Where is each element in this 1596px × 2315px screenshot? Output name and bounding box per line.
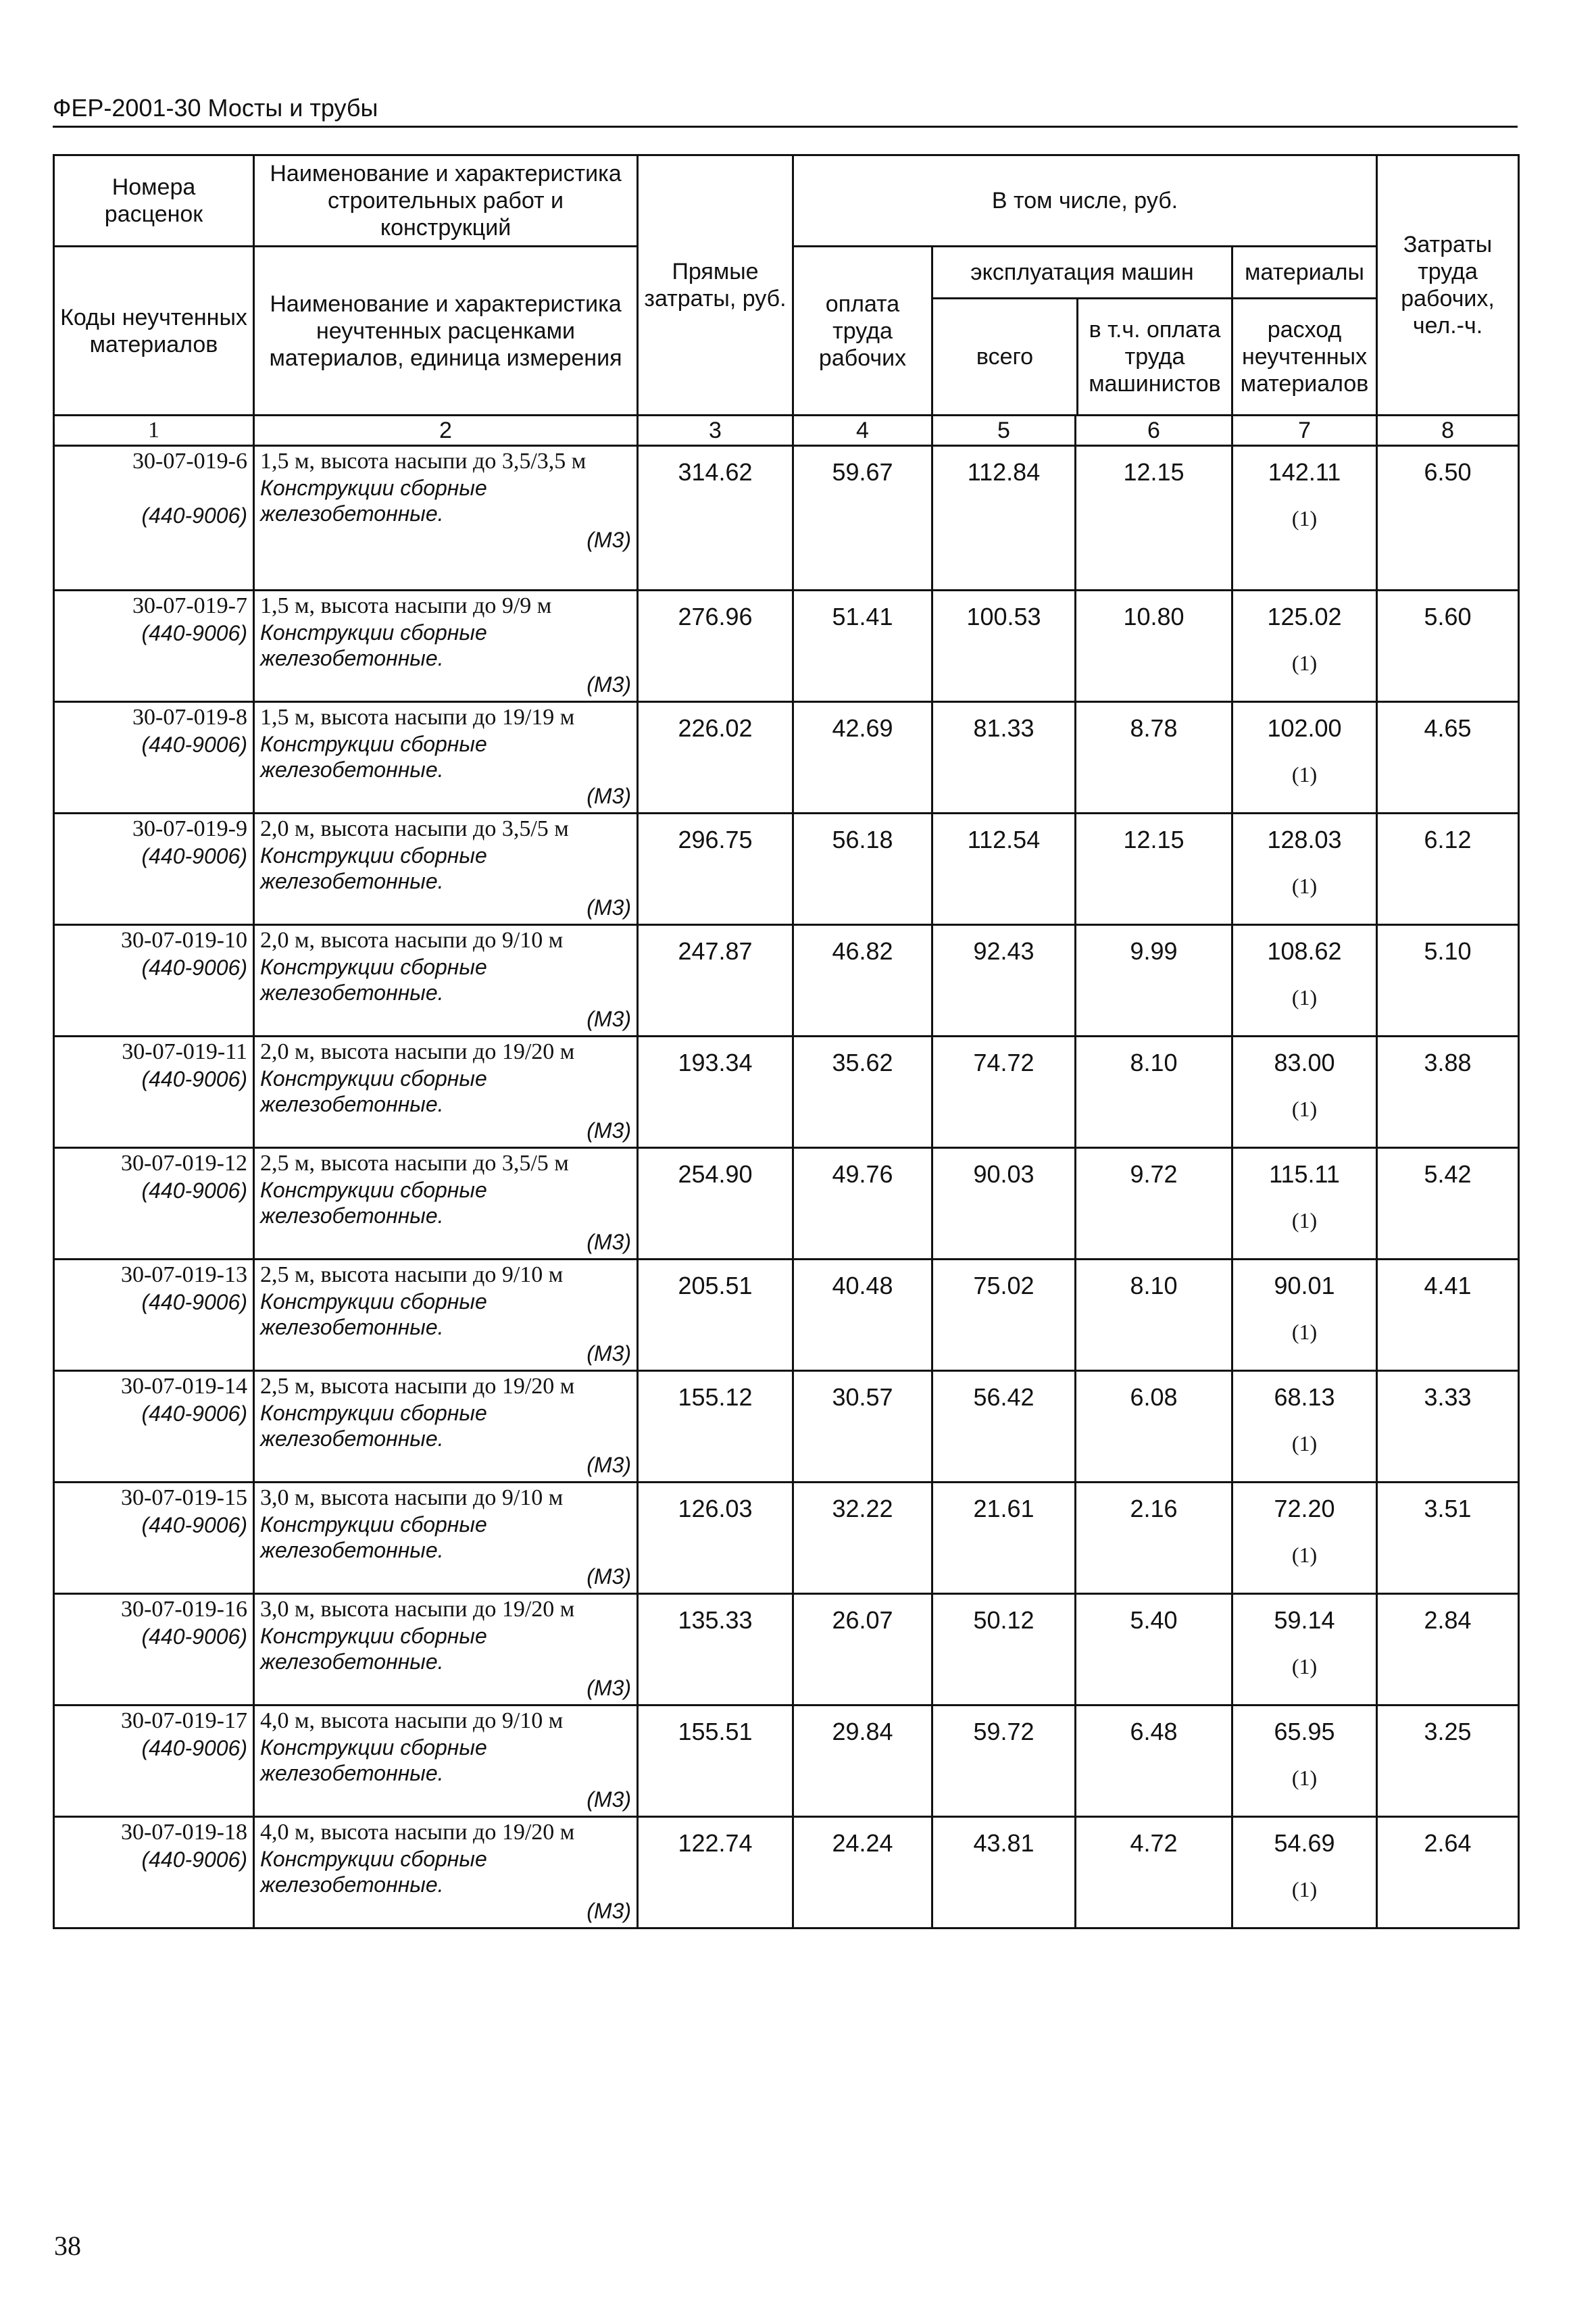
materials-cell: [1232, 1148, 1377, 1260]
material-unit: (М3): [587, 895, 631, 920]
labor-pay: 49.76: [793, 1148, 932, 1260]
description-cell: [254, 1817, 638, 1928]
direct-costs: 135.33: [638, 1594, 793, 1706]
labor-hours: 4.65: [1377, 702, 1519, 814]
table-row: [54, 1371, 1519, 1483]
header-material-codes: Коды неучтенных материалов: [54, 247, 254, 416]
materials-cost: 54.69: [1274, 1829, 1335, 1857]
materials-cost: 90.01: [1274, 1272, 1335, 1299]
header-machines-sub: [933, 299, 1231, 414]
materials-cell: [1232, 1706, 1377, 1817]
labor-hours: 5.60: [1377, 591, 1519, 702]
materials-cell: [1232, 1594, 1377, 1706]
material-unit: (М3): [587, 1341, 631, 1366]
material-unit: (М3): [587, 1007, 631, 1031]
col-number-1: 1: [54, 416, 254, 446]
materials-cell: [1232, 446, 1377, 591]
material-code: (440-9006): [141, 503, 247, 528]
rate-code: 30-07-019-17: [121, 1708, 247, 1733]
work-name: 3,0 м, высота насыпи до 19/20 м: [260, 1597, 575, 1622]
machinist-pay: 8.10: [1076, 1260, 1232, 1371]
labor-hours: 6.12: [1377, 814, 1519, 925]
material-unit: (М3): [587, 1230, 631, 1254]
header-machines-total: всего: [933, 299, 1078, 414]
table-row: [54, 814, 1519, 925]
materials-cell: [1232, 1260, 1377, 1371]
direct-costs: 276.96: [638, 591, 793, 702]
table-row: [54, 702, 1519, 814]
direct-costs: 126.03: [638, 1483, 793, 1594]
description-cell: [254, 1371, 638, 1483]
materials-cell: [1232, 925, 1377, 1037]
material-unit: (М3): [587, 784, 631, 808]
work-name: 1,5 м, высота насыпи до 3,5/3,5 м: [260, 449, 587, 474]
material-unit: (М3): [587, 1118, 631, 1143]
labor-hours: 3.25: [1377, 1706, 1519, 1817]
labor-hours: 2.84: [1377, 1594, 1519, 1706]
labor-pay: 51.41: [793, 591, 932, 702]
description-cell: [254, 446, 638, 591]
materials-cost: 128.03: [1267, 826, 1342, 853]
material-name: Конструкции сборные железобетонные.: [260, 1401, 487, 1451]
materials-cell: [1232, 1037, 1377, 1148]
direct-costs: 296.75: [638, 814, 793, 925]
direct-costs: 155.12: [638, 1371, 793, 1483]
rate-code: 30-07-019-13: [121, 1262, 247, 1287]
material-code: (440-9006): [141, 955, 247, 980]
material-unit: (М3): [587, 672, 631, 697]
rate-code: 30-07-019-12: [121, 1151, 247, 1176]
direct-costs: 193.34: [638, 1037, 793, 1148]
rate-code: 30-07-019-7: [132, 593, 247, 618]
labor-pay: 30.57: [793, 1371, 932, 1483]
machines-total: 59.72: [932, 1706, 1076, 1817]
machines-total: 75.02: [932, 1260, 1076, 1371]
work-name: 2,5 м, высота насыпи до 3,5/5 м: [260, 1151, 569, 1176]
machines-total: 100.53: [932, 591, 1076, 702]
rate-code: 30-07-019-14: [121, 1374, 247, 1399]
machinist-pay: 2.16: [1076, 1483, 1232, 1594]
description-cell: [254, 925, 638, 1037]
machines-total: 21.61: [932, 1483, 1076, 1594]
labor-pay: 29.84: [793, 1706, 932, 1817]
materials-cell: [1232, 1817, 1377, 1928]
material-consumption: (1): [1291, 985, 1318, 1010]
materials-cost: 115.11: [1269, 1160, 1340, 1188]
material-consumption: (1): [1291, 1097, 1318, 1121]
machinist-pay: 6.08: [1076, 1371, 1232, 1483]
direct-costs: 254.90: [638, 1148, 793, 1260]
table-row: [54, 446, 1519, 591]
machinist-pay: 4.72: [1076, 1817, 1232, 1928]
labor-pay: 40.48: [793, 1260, 932, 1371]
direct-costs: 122.74: [638, 1817, 793, 1928]
table-row: [54, 1483, 1519, 1594]
material-name: Конструкции сборные железобетонные.: [260, 1289, 487, 1339]
header-rate-numbers: Номера расценок: [54, 155, 254, 247]
labor-hours: 3.51: [1377, 1483, 1519, 1594]
rate-code: 30-07-019-8: [132, 705, 247, 730]
description-cell: [254, 814, 638, 925]
description-cell: [254, 1037, 638, 1148]
material-code: (440-9006): [141, 1067, 247, 1091]
material-consumption: (1): [1291, 1654, 1318, 1678]
material-consumption: (1): [1291, 651, 1318, 675]
rate-code-cell: [54, 1148, 254, 1260]
machinist-pay: 12.15: [1076, 446, 1232, 591]
machines-total: 56.42: [932, 1371, 1076, 1483]
col-number-7: 7: [1232, 416, 1377, 446]
rate-code-cell: [54, 702, 254, 814]
machines-total: 112.54: [932, 814, 1076, 925]
header-direct-costs: Прямые затраты, руб.: [638, 155, 793, 416]
material-consumption: (1): [1291, 1208, 1318, 1233]
rate-code: 30-07-019-6: [132, 449, 247, 474]
machines-total: 90.03: [932, 1148, 1076, 1260]
header-materials-consumption: расход неучтенных материалов: [1240, 317, 1369, 397]
rate-code: 30-07-019-10: [121, 928, 247, 953]
materials-cost: 65.95: [1274, 1718, 1335, 1745]
rate-code-cell: [54, 1037, 254, 1148]
description-cell: [254, 1706, 638, 1817]
header-labor-pay: оплата труда рабочих: [793, 247, 932, 416]
labor-pay: 32.22: [793, 1483, 932, 1594]
material-consumption: (1): [1291, 1431, 1318, 1455]
material-name: Конструкции сборные железобетонные.: [260, 620, 487, 670]
col-number-6: 6: [1076, 416, 1232, 446]
material-code: (440-9006): [141, 1513, 247, 1537]
rate-code-cell: [54, 814, 254, 925]
materials-cost: 102.00: [1267, 714, 1342, 742]
labor-pay: 56.18: [793, 814, 932, 925]
header-materials-group: [1232, 247, 1377, 416]
materials-cell: [1232, 1371, 1377, 1483]
header-materials: материалы: [1233, 247, 1376, 299]
rate-code: 30-07-019-11: [122, 1039, 247, 1064]
materials-cell: [1232, 591, 1377, 702]
machines-total: 50.12: [932, 1594, 1076, 1706]
table-row: [54, 1260, 1519, 1371]
description-cell: [254, 1148, 638, 1260]
materials-cost: 59.14: [1274, 1606, 1335, 1634]
col-number-8: 8: [1377, 416, 1519, 446]
header-machines: эксплуатация машин: [933, 247, 1231, 299]
material-code: (440-9006): [141, 1847, 247, 1872]
machinist-pay: 9.72: [1076, 1148, 1232, 1260]
header-labor-hours: Затраты труда рабочих, чел.-ч.: [1377, 155, 1519, 416]
direct-costs: 226.02: [638, 702, 793, 814]
rates-table: [53, 154, 1520, 1929]
rates-body: [54, 446, 1519, 1928]
rate-code: 30-07-019-9: [132, 816, 247, 841]
material-name: Конструкции сборные железобетонные.: [260, 843, 487, 893]
material-consumption: (1): [1291, 506, 1318, 530]
direct-costs: 155.51: [638, 1706, 793, 1817]
work-name: 2,0 м, высота насыпи до 19/20 м: [260, 1039, 575, 1064]
machinist-pay: 9.99: [1076, 925, 1232, 1037]
labor-pay: 46.82: [793, 925, 932, 1037]
material-name: Конструкции сборные железобетонные.: [260, 1847, 487, 1897]
material-name: Конструкции сборные железобетонные.: [260, 1512, 487, 1562]
material-name: Конструкции сборные железобетонные.: [260, 732, 487, 782]
direct-costs: 205.51: [638, 1260, 793, 1371]
rate-code-cell: [54, 1594, 254, 1706]
material-consumption: (1): [1291, 1320, 1318, 1344]
work-name: 2,5 м, высота насыпи до 19/20 м: [260, 1374, 575, 1399]
machines-total: 92.43: [932, 925, 1076, 1037]
labor-hours: 6.50: [1377, 446, 1519, 591]
materials-cell: [1232, 814, 1377, 925]
header-machinist-pay: в т.ч. оплата труда машинистов: [1089, 317, 1221, 397]
rate-code-cell: [54, 1817, 254, 1928]
material-code: (440-9006): [141, 1624, 247, 1649]
table-row: [54, 925, 1519, 1037]
table-row: [54, 1037, 1519, 1148]
rate-code-cell: [54, 1371, 254, 1483]
machinist-pay: 8.10: [1076, 1037, 1232, 1148]
description-cell: [254, 1483, 638, 1594]
rate-code: 30-07-019-15: [121, 1485, 247, 1510]
header-work-name: Наименование и характеристика строительных работ и конструкций: [254, 155, 638, 247]
material-consumption: (1): [1291, 874, 1318, 898]
page-number: 38: [54, 2231, 81, 2261]
labor-hours: 3.88: [1377, 1037, 1519, 1148]
description-cell: [254, 591, 638, 702]
material-unit: (М3): [587, 1787, 631, 1812]
materials-cost: 72.20: [1274, 1495, 1335, 1522]
material-name: Конструкции сборные железобетонные.: [260, 1178, 487, 1228]
material-unit: (М3): [587, 528, 631, 552]
work-name: 1,5 м, высота насыпи до 9/9 м: [260, 593, 552, 618]
material-consumption: (1): [1291, 762, 1318, 787]
rate-code-cell: [54, 446, 254, 591]
machines-total: 81.33: [932, 702, 1076, 814]
material-name: Конструкции сборные железобетонные.: [260, 1066, 487, 1116]
material-code: (440-9006): [141, 1736, 247, 1760]
materials-cost: 108.62: [1267, 937, 1342, 965]
labor-hours: 4.41: [1377, 1260, 1519, 1371]
work-name: 2,0 м, высота насыпи до 9/10 м: [260, 928, 564, 953]
materials-cost: 125.02: [1267, 603, 1342, 630]
work-name: 3,0 м, высота насыпи до 9/10 м: [260, 1485, 564, 1510]
material-unit: (М3): [587, 1453, 631, 1477]
material-code: (440-9006): [141, 1178, 247, 1203]
materials-cost: 68.13: [1274, 1383, 1335, 1411]
header-machines-group: [932, 247, 1232, 416]
labor-pay: 42.69: [793, 702, 932, 814]
machinist-pay: 12.15: [1076, 814, 1232, 925]
material-name: Конструкции сборные железобетонные.: [260, 1735, 487, 1785]
page-title: ФЕР-2001-30 Мосты и трубы: [53, 93, 1518, 128]
header-material-name: Наименование и характеристика неучтенных расценками материалов, единица измерения: [254, 247, 638, 416]
description-cell: [254, 1260, 638, 1371]
work-name: 2,0 м, высота насыпи до 3,5/5 м: [260, 816, 569, 841]
rate-code-cell: [54, 591, 254, 702]
materials-cell: [1232, 702, 1377, 814]
material-consumption: (1): [1291, 1877, 1318, 1901]
col-number-5: 5: [932, 416, 1076, 446]
col-number-3: 3: [638, 416, 793, 446]
machines-total: 74.72: [932, 1037, 1076, 1148]
material-name: Конструкции сборные железобетонные.: [260, 955, 487, 1005]
machinist-pay: 6.48: [1076, 1706, 1232, 1817]
rate-code: 30-07-019-16: [121, 1597, 247, 1622]
material-consumption: (1): [1291, 1543, 1318, 1567]
material-code: (440-9006): [141, 621, 247, 645]
material-unit: (М3): [587, 1676, 631, 1700]
table-row: [54, 1148, 1519, 1260]
rate-code-cell: [54, 1706, 254, 1817]
material-code: (440-9006): [141, 732, 247, 757]
labor-hours: 3.33: [1377, 1371, 1519, 1483]
direct-costs: 314.62: [638, 446, 793, 591]
material-consumption: (1): [1291, 1766, 1318, 1790]
labor-pay: 59.67: [793, 446, 932, 591]
header-including: В том числе, руб.: [793, 155, 1377, 247]
labor-hours: 2.64: [1377, 1817, 1519, 1928]
machinist-pay: 5.40: [1076, 1594, 1232, 1706]
labor-hours: 5.10: [1377, 925, 1519, 1037]
table-row: [54, 1706, 1519, 1817]
material-unit: (М3): [587, 1564, 631, 1589]
materials-cost: 142.11: [1268, 458, 1341, 486]
col-number-2: 2: [254, 416, 638, 446]
direct-costs: 247.87: [638, 925, 793, 1037]
table-row: [54, 1594, 1519, 1706]
work-name: 4,0 м, высота насыпи до 19/20 м: [260, 1820, 575, 1845]
material-unit: (М3): [587, 1899, 631, 1923]
work-name: 2,5 м, высота насыпи до 9/10 м: [260, 1262, 564, 1287]
material-name: Конструкции сборные железобетонные.: [260, 1624, 487, 1674]
material-code: (440-9006): [141, 1290, 247, 1314]
description-cell: [254, 702, 638, 814]
materials-cell: [1232, 1483, 1377, 1594]
machines-total: 112.84: [932, 446, 1076, 591]
material-name: Конструкции сборные железобетонные.: [260, 476, 487, 526]
material-code: (440-9006): [141, 844, 247, 868]
machinist-pay: 8.78: [1076, 702, 1232, 814]
col-number-4: 4: [793, 416, 932, 446]
labor-pay: 26.07: [793, 1594, 932, 1706]
rate-code-cell: [54, 925, 254, 1037]
table-row: [54, 591, 1519, 702]
material-code: (440-9006): [141, 1401, 247, 1426]
labor-hours: 5.42: [1377, 1148, 1519, 1260]
materials-cost: 83.00: [1274, 1049, 1335, 1076]
labor-pay: 24.24: [793, 1817, 932, 1928]
work-name: 4,0 м, высота насыпи до 9/10 м: [260, 1708, 564, 1733]
machines-total: 43.81: [932, 1817, 1076, 1928]
labor-pay: 35.62: [793, 1037, 932, 1148]
table-row: [54, 1817, 1519, 1928]
machinist-pay: 10.80: [1076, 591, 1232, 702]
rate-code-cell: [54, 1483, 254, 1594]
rate-code-cell: [54, 1260, 254, 1371]
rate-code: 30-07-019-18: [121, 1820, 247, 1845]
work-name: 1,5 м, высота насыпи до 19/19 м: [260, 705, 575, 730]
description-cell: [254, 1594, 638, 1706]
